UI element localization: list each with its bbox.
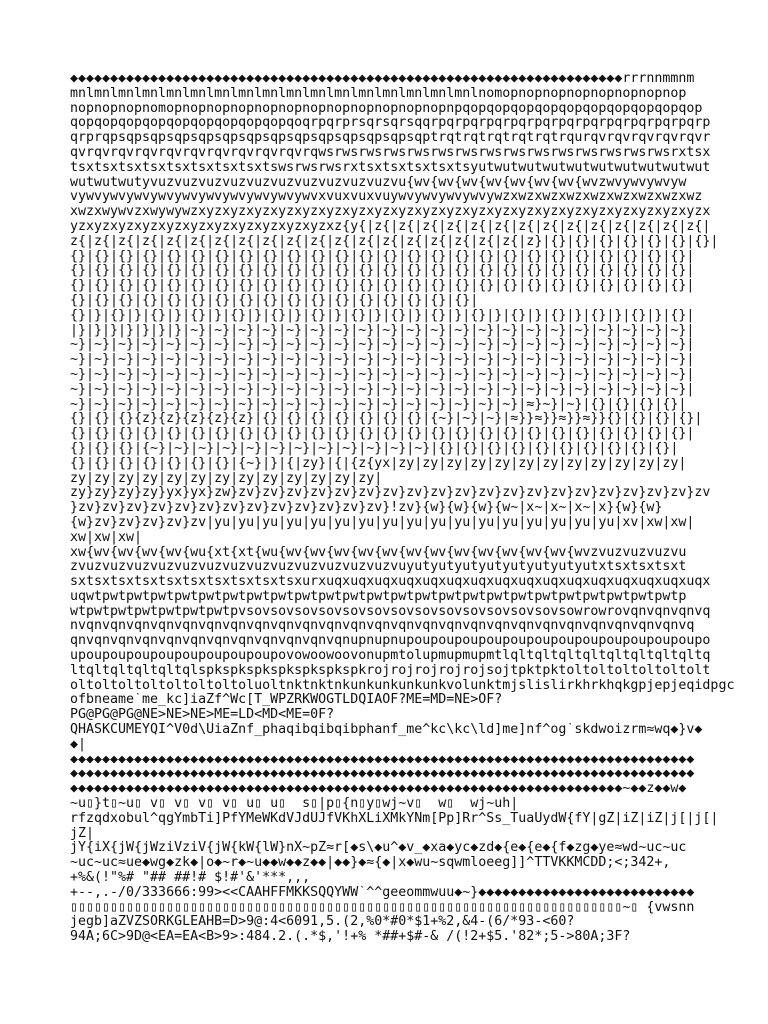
text-line: qvrqvrqvrqvrqvrqvrqvrqvrqvrqvrqwsrwsrwsrwsrwsrwsrwsrwsrwsrwsrwsrwsrwsrwsrwsrxtsx bbox=[70, 145, 711, 160]
text-line: tsxtsxtsxtsxtsxtsxtsxtsxtswsrwsrwsrxtsxtsxtsxtsxtsyutwutwutwutwutwutwutwutwutwut bbox=[70, 160, 711, 175]
text-line: ~}|~}|~}|~}|~}|~}|~}|~}|~}|~}|~}|~}|~}|~}|~}|~}|~}|~}|~}|~}|~}|~}|~}|~}|~}|~}| bbox=[70, 338, 695, 353]
text-line: {}|}|{}|}|{}|}|{}|}|{}|}|{}|}|{}|}|{}|}|{}|}|{}|}|{}|}|{}|}|{}|}|{}|}|{}|}|{}| bbox=[70, 308, 695, 323]
text-line: PG@PG@PG@NE>NE>NE>ME=LD<MD<ME=0F? bbox=[70, 708, 335, 723]
text-line: rfzqdxobul^qgYmbTi]PfYMeWKdVJdUJfVKhXLiXMkYNm[Pp]Rr^Ss_TuaUydW{fY|gZ|iZ|iZ|j[|j[| bbox=[70, 811, 719, 826]
text-line: {}|{}|{}|{}|{}|{}|{}|{}|{}|{}|{}|{}|{}|{}|{}|{}|{}|{}|{}|{}|{}|{}|{}|{}|{}|{}| bbox=[70, 427, 695, 442]
text-line: {}|{}|{}|{}|{}|{}|{}|{~}|}|{|zy}|{|{z{yx|zy|zy|zy|zy|zy|zy|zy|zy|zy|zy|zy|zy| bbox=[70, 456, 687, 471]
text-line: {}|{}|{}|{}|{}|{}|{}|{}|{}|{}|{}|{}|{}|{}|{}|{}|{}|{}|{}|{}|{}|{}|{}|{}|{}|{}| bbox=[70, 264, 695, 279]
text-line: |}|}|}|}|}|}|}|~}|~}|~}|~}|~}|~}|~}|~}|~}|~}|~}|~}|~}|~}|~}|~}|~}|~}|~}|~}|~}| bbox=[70, 323, 695, 338]
text-line: jY{iX{jW{jWziVziV{jW{kW{lW}nX~pZ≈r[◆s\◆u^◆v_◆xa◆yc◆zd◆{e◆{e◆{f◆zg◆ye≈wd~uc~uc bbox=[70, 841, 687, 856]
text-line: qopqopqopqopqopqopqopqopqopqoqrpqrprsqrsqrsqqrpqrpqrpqrpqrpqrpqrpqrpqrpqrpqrpqrp bbox=[70, 116, 711, 131]
text-line: yzxyzxyzxyzxyzxyzxyzxyzxyzxyzxyzxz{y{|z{|z{|z{|z{|z{|z{|z{|z{|z{|z{|z{|z{|z{|z{| bbox=[70, 219, 711, 234]
document-text-body bbox=[70, 72, 760, 945]
text-line: wutwutwutyvuzvuzvuzvuzvuzvuzvuzvuzvuzvuzvu{wv{wv{wv{wv{wv{wv{wv{wvzwvywvywvyw bbox=[70, 175, 687, 190]
text-line: QHASKCUMEYQI^V0d\UiaZnf_phaqibqibqibphanf_me^kc\kc\ld]me]nf^og`skdwoizrm≈wq◆}v◆ bbox=[70, 723, 703, 738]
text-line: vywvywvywvywvywvywvywvywvywvywvxvuxvuxvuywvywvywvywvywzxwzxwzxwzxwzxwzxwzxwzxwz bbox=[70, 190, 703, 205]
text-line: qrprqpsqpsqpsqpsqpsqpsqpsqpsqpsqpsqpsqpsqpsqptrqtrqtrqtrqtrqtrqurqvrqvrqvrqvrqvr bbox=[70, 131, 711, 146]
text-line: ~}|~}|~}|~}|~}|~}|~}|~}|~}|~}|~}|~}|~}|~}|~}|~}|~}|~}|~}|~}|~}|~}|~}|~}|~}|~}| bbox=[70, 367, 695, 382]
text-line: ~uc~uc≈ue◆wg◆zk◆|o◆~r◆~u◆◆w◆◆z◆◆|◆◆}◆≈{◆|x◆wu~sqwmloeeg]]^TTVKKMCDD;<;342+, bbox=[70, 856, 671, 871]
text-line: {}|{}|{}|{~}|~}|~}|~}|~}|~}|~}|~}|~}|~}|~}|~}|{}|{}|{}|{}|{}|{}|{}|{}|{}|{}| bbox=[70, 441, 679, 456]
text-line: +--,.-/0/333666:99><<CAAHFFMKKSQQYWW`^^geeommwuu◆~}◆◆◆◆◆◆◆◆◆◆◆◆◆◆◆◆◆◆◆◆◆◆◆◆◆◆◆ bbox=[70, 885, 695, 900]
text-line: ▯▯▯▯▯▯▯▯▯▯▯▯▯▯▯▯▯▯▯▯▯▯▯▯▯▯▯▯▯▯▯▯▯▯▯▯▯▯▯▯▯▯▯▯▯▯▯▯▯▯▯▯▯▯▯▯▯▯▯▯▯▯▯▯▯▯▯▯▯~▯ {vwsnn bbox=[70, 900, 695, 915]
text-line: {}|{}|{}|{}|{}|{}|{}|{}|{}|{}|{}|{}|{}|{}|{}|{}|{}| bbox=[70, 293, 479, 308]
text-line: ◆◆◆◆◆◆◆◆◆◆◆◆◆◆◆◆◆◆◆◆◆◆◆◆◆◆◆◆◆◆◆◆◆◆◆◆◆◆◆◆◆◆◆◆◆◆◆◆◆◆◆◆◆◆◆◆◆◆◆◆◆◆◆◆◆◆◆◆◆◆◆◆◆◆◆◆◆◆ bbox=[70, 767, 695, 782]
text-line: ltqltqltqltqltqlspkspkspkspkspkspkspkrojrojrojrojrojsojtpktpktoltoltoltoltoltolt bbox=[70, 663, 711, 678]
text-line: upoupoupoupoupoupoupoupoupovowoowoovonupmtolupmupmupmtlqltqltqltqltqltqltqltqltq bbox=[70, 649, 711, 664]
text-line: ◆◆◆◆◆◆◆◆◆◆◆◆◆◆◆◆◆◆◆◆◆◆◆◆◆◆◆◆◆◆◆◆◆◆◆◆◆◆◆◆◆◆◆◆◆◆◆◆◆◆◆◆◆◆◆◆◆◆◆◆◆◆◆◆◆◆◆◆◆◆◆◆◆◆◆◆◆◆ bbox=[70, 752, 695, 767]
text-line: xw{wv{wv{wv{wv{wu{xt{xt{wu{wv{wv{wv{wv{wv{wv{wv{wv{wv{wv{wv{wv{wvzvuzvuzvuzvu bbox=[70, 545, 687, 560]
text-line: {w}zv}zv}zv}zv}zv|yu|yu|yu|yu|yu|yu|yu|yu|yu|yu|yu|yu|yu|yu|yu|yu|yu|xv|xw|xw| bbox=[70, 515, 695, 530]
text-line: uqwtpwtpwtpwtpwtpwtpwtpwtpwtpwtpwtpwtpwtpwtpwtpwtpwtpwtpwtpwtpwtpwtpwtpwtpwtp bbox=[70, 589, 687, 604]
text-line: wtpwtpwtpwtpwtpwtpwtpvsovsovsovsovsovsovsovsovsovsovsovsovsovsowrowrovqnvqnvqnvq bbox=[70, 604, 711, 619]
text-line: ~}|~}|~}|~}|~}|~}|~}|~}|~}|~}|~}|~}|~}|~}|~}|~}|~}|~}|~}|~}|~}|~}|~}|~}|~}|~}| bbox=[70, 353, 695, 368]
text-line: zvuzvuzvuzvuzvuzvuzvuzvuzvuzvuzvuzvuzvuzvuyutyutyutyutyutyutyutyutxtsxtsxtsxt bbox=[70, 560, 687, 575]
text-line: sxtsxtsxtsxtsxtsxtsxtsxtsxtsxurxuqxuqxuqxuqxuqxuqxuqxuqxuqxuqxuqxuqxuqxuqxuqxuqx bbox=[70, 575, 711, 590]
text-line: +%&(!"%# "## ##!# $!#'&'***,,, bbox=[70, 871, 311, 886]
text-line: xw|xw|xw| bbox=[70, 530, 143, 545]
text-line: {}|{}|{}{z}{z}{z}{z}{z}|{}|{}|{}|{}|{}|{}|{}|{~}|~}|~}|≈}}≈}}≈}}≈}}{}|{}|{}|{}| bbox=[70, 412, 703, 427]
text-line: ◆◆◆◆◆◆◆◆◆◆◆◆◆◆◆◆◆◆◆◆◆◆◆◆◆◆◆◆◆◆◆◆◆◆◆◆◆◆◆◆◆◆◆◆◆◆◆◆◆◆◆◆◆◆◆◆◆◆◆◆◆◆◆◆◆◆◆◆◆rrrnnmmnm bbox=[70, 72, 695, 86]
text-line: nopnopnopnomopnopnopnopnopnopnopnopnopnopnopnopnpqopqopqopqopqopqopqopqopqopqop bbox=[70, 101, 703, 116]
text-line: }zv}zv}zv}zv}zv}zv}zv}zv}zv}zv}zv}zv}zv}!zv}{w}{w}{w}{w~|x~|x~|x~|x}{w}{w} bbox=[70, 501, 663, 516]
text-line: oltoltoltoltoltoltoltoluoltnktnktnkunkunkunkunkvolunktmjslislirkhrkhqkgpjepjeqidpgc bbox=[70, 678, 735, 693]
text-line: nvqnvqnvqnvqnvqnvqnvqnvqnvqnvqnvqnvqnvqnvqnvqnvqnvqnvqnvqnvqnvqnvqnvqnvqnvqnvq bbox=[70, 619, 695, 634]
text-line: ofbneame`me_kc]iaZf^Wc[T_WPZRKWOGTLDQIAOF?ME=MD=NE>OF? bbox=[70, 693, 503, 708]
text-line: zy|zy|zy|zy|zy|zy|zy|zy|zy|zy|zy|zy|zy| bbox=[70, 471, 383, 486]
text-line: xwzxwywvzxwywywzxyzxyzxyzxyzxyzxyzxyzxyzxyzxyzxyzxyzxyzxyzxyzxyzxyzxyzxyzxyzxyzx bbox=[70, 205, 711, 220]
text-line: {}|{}|{}|{}|{}|{}|{}|{}|{}|{}|{}|{}|{}|{}|{}|{}|{}|{}|{}|{}|{}|{}|{}|{}|{}|{}| bbox=[70, 249, 695, 264]
text-line: ◆◆◆◆◆◆◆◆◆◆◆◆◆◆◆◆◆◆◆◆◆◆◆◆◆◆◆◆◆◆◆◆◆◆◆◆◆◆◆◆◆◆◆◆◆◆◆◆◆◆◆◆◆◆◆◆◆◆◆◆◆◆◆◆◆◆◆◆◆~◆◆z◆◆w◆ bbox=[70, 782, 687, 797]
text-line: zy}zy}zy}zy}yx}yx}zw}zv}zv}zv}zv}zv}zv}zv}zv}zv}zv}zv}zv}zv}zv}zv}zv}zv}zv}zv}zv bbox=[70, 486, 711, 501]
text-line: ~}|~}|~}|~}|~}|~}|~}|~}|~}|~}|~}|~}|~}|~}|~}|~}|~}|~}|~}|≈}~}|~}|{}|{}|{}|{}| bbox=[70, 397, 687, 412]
text-line: mnlmnlmnlmnlmnlmnlmnlmnlmnlmnlmnlmnlmnlmnlmnlmnlmnlnomopnopnopnopnopnopnopnop bbox=[70, 86, 687, 101]
text-line: ◆| bbox=[70, 737, 87, 752]
text-line: jZ| bbox=[70, 826, 95, 841]
text-line: z{|z{|z{|z{|z{|z{|z{|z{|z{|z{|z{|z{|z{|z{|z{|z{|z{|z{|z{|z}|{}|{}|{}|{}|{}|{}|{}| bbox=[70, 234, 719, 249]
text-line: 94A;6C>9D@<EA=EA<B>9>:484.2.(.*$,'!+% *##+$#-& /(!2+$5.'82*;5->80A;3F? bbox=[70, 930, 631, 945]
text-line: ~}|~}|~}|~}|~}|~}|~}|~}|~}|~}|~}|~}|~}|~}|~}|~}|~}|~}|~}|~}|~}|~}|~}|~}|~}|~}| bbox=[70, 382, 695, 397]
text-line: {}|{}|{}|{}|{}|{}|{}|{}|{}|{}|{}|{}|{}|{}|{}|{}|{}|{}|{}|{}|{}|{}|{}|{}|{}|{}| bbox=[70, 279, 695, 294]
text-line: ~u▯}t▯~u▯ v▯ v▯ v▯ v▯ u▯ u▯ s▯|p▯{n▯y▯wj~v▯ w▯ wj~uh| bbox=[70, 797, 519, 812]
text-line: qnvqnvqnvqnvqnvqnvqnvqnvqnvqnvqnvqnupnupnupoupoupoupoupoupoupoupoupoupoupoupoupo bbox=[70, 634, 711, 649]
text-line: jegb]aZVZSORKGLEAHB=D>9@:4<6091,5.(2,%0*#0*$1+%2,&4-(6/*93-<60? bbox=[70, 915, 575, 930]
